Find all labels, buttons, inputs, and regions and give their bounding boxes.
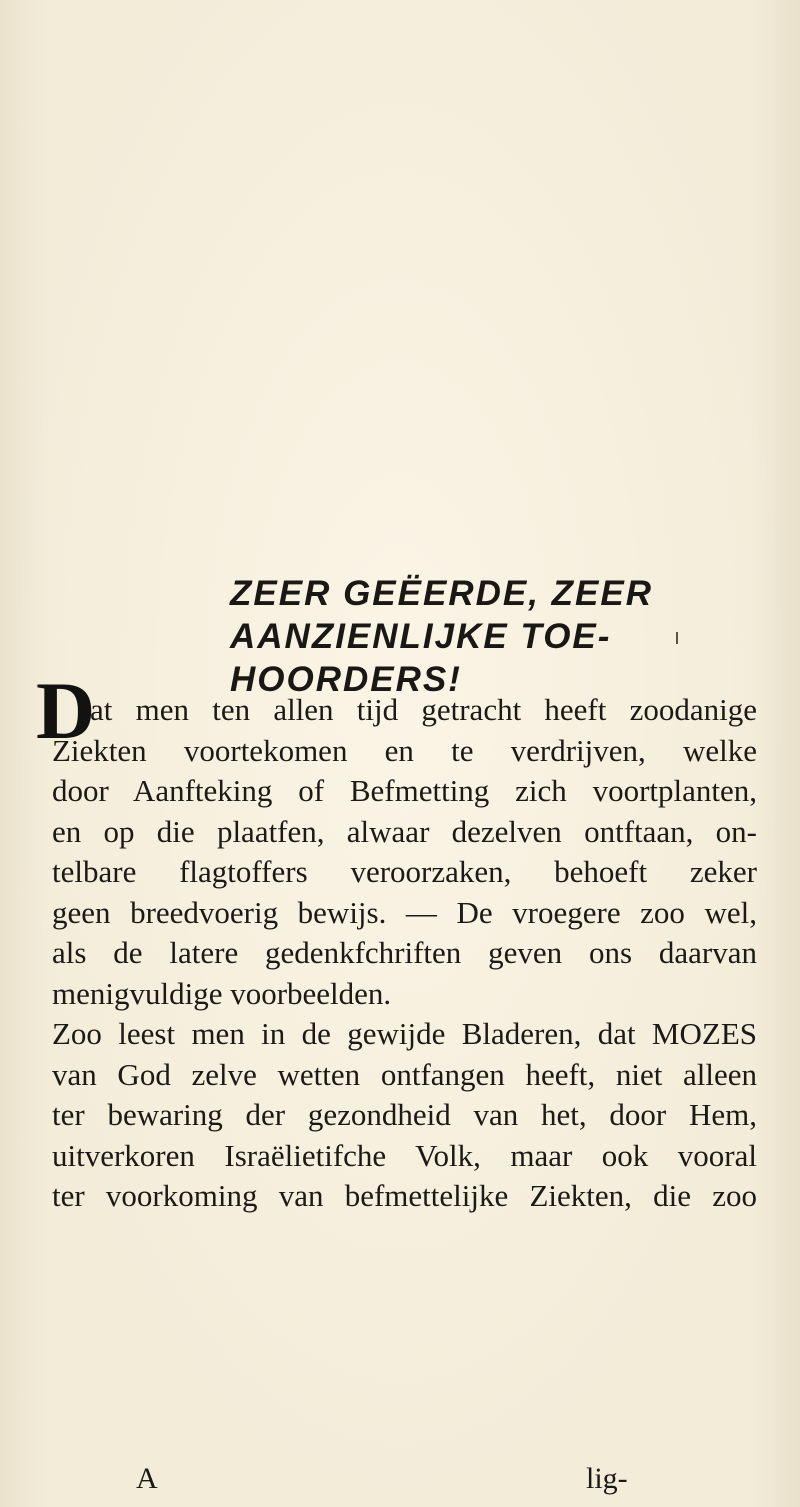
drop-cap: D [36,665,96,756]
printer-mark-icon [676,632,678,644]
text-line: menigvuldige voorbeelden. [52,975,392,1011]
text-line: door Aanfteking of Befmetting zich voortplanten, [52,773,757,808]
text-line: Ziekten voortekomen en te verdrijven, welke [52,732,757,768]
text-line: en op die plaatfen, alwaar dezelven ontftaan, on- [52,813,757,849]
text-line: telbare flagtoffers veroorzaken, behoeft zeker [52,854,757,889]
text-line: ter voorkoming van befmettelijke Ziekten, die zoo [52,1178,757,1213]
text-line: uitverkoren Israëlietifche Volk, maar ook vooral [52,1137,757,1173]
text-line: geen breedvoerig bewijs. — De vroegere zoo wel, [52,894,757,930]
catchword: lig- [586,1462,628,1495]
text-line: Zoo leest men in de gewijde Bladeren, dat MOZES [52,1016,757,1051]
signature-mark: A [136,1462,158,1495]
text-line: van God zelve wetten ontfangen heeft, niet alleen [52,1056,757,1092]
address-heading [230,572,770,701]
text-line: als de latere gedenkfchriften geven ons daarvan [52,935,757,970]
first-line-text: at men ten allen tijd getracht heeft zoodanige [90,692,757,727]
heading-line-2: AANZIENLIJKE TOE- [230,617,612,656]
heading-line-3: HOORDERS! [230,660,462,699]
heading-line-1: ZEER GEËERDE, ZEER [230,574,654,613]
text-line: ter bewaring der gezondheid van het, door Hem, [52,1097,757,1132]
